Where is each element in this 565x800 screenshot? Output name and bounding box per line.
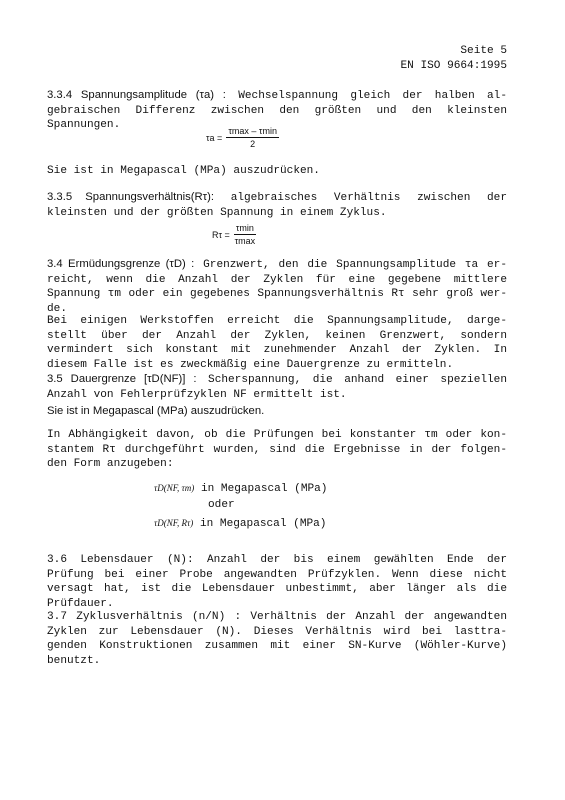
section-3-7: 3.7 Zyklusverhältnis (n/N) : Verhältnis der Anzahl der angewandten Zyklen zur Lebensdauer (N). Dieses Verhältnis wird bei lasttra- genden Konstruktionen zusammen mit einer SN-Kurve (Wöhler-Kurve) benutzt. [47, 611, 507, 667]
paragraph-line: Anzahl von Fehlerprüfzyklen NF ermittelt ist. [47, 388, 347, 401]
unit-note: Sie ist in Megapascal (MPa) auszudrücken. [47, 405, 265, 417]
paragraph-line: kleinsten und der größten Spannung in einem Zyklus. [47, 206, 387, 219]
section-3-6: 3.6 Lebensdauer (N): Anzahl der bis einem gewählten Ende der Prüfung bei einer Probe angewandten Prüfzyklen. Wenn diese nicht versagt hat, ist die Lebensdauer unbestimmt, aber länger als die Prüfdauer. [47, 554, 507, 610]
result-form-oder: oder [208, 499, 235, 511]
formula-ratio: Rτ = $\frac{\tau\min}{\tau\max}$ [212, 223, 256, 246]
page-number: Seite 5 [460, 45, 507, 57]
term-ermuedungsgrenze: 3.4 Ermüdungsgrenze (τD) : [47, 258, 195, 270]
paragraph-line: Spannungen. [47, 119, 121, 132]
term-spannungsamplitude: 3.3.4 Spannungsamplitude (τa) : [47, 89, 226, 101]
formula-denominator: τmax [234, 236, 256, 246]
unit-note: Sie ist in Megapascal (MPa) auszudrücken. [47, 165, 320, 177]
paragraph-werkstoffe: Bei einigen Werkstoffen erreicht die Spannungsamplitude, darge- stellt über der Anzahl der Zyklen, keinen Grenzwert, sondern vermindert sich konstant mit zunehmender Anzahl der Zyklen. In diesem Falle ist es zweckmäßig eine Dauergrenze zu ermitteln. [47, 315, 507, 371]
paragraph-line: de. [47, 302, 67, 315]
result-form-1: τD(NF, τm) in Megapascal (MPa) [154, 483, 328, 495]
paragraph-line: Spannung τm oder ein gegebenes Spannungsverhältnis Rτ sehr groß wer- [47, 288, 507, 301]
section-3-5: 3.5 Dauergrenze [τD(NF)] : Scherspannung, die anhand einer speziellen Anzahl von Fehlerprüfzyklen NF ermittelt ist. [47, 373, 507, 401]
formula-numerator: τmin [235, 223, 254, 233]
formula-amplitude: τa = $\frac{\tau\max - \tau\min}{2}$ [206, 126, 277, 149]
result-form-2: τD(NF, Rτ) in Megapascal (MPa) [154, 518, 327, 530]
paragraph-line: reicht, wenn die Anzahl der Zyklen für eine gegebene mittlere [47, 273, 507, 286]
standard-reference: EN ISO 9664:1995 [400, 59, 507, 72]
definition-text: Wechselspannung gleich der halben al- [238, 90, 507, 102]
term-dauergrenze: 3.5 Dauergrenze [τD(NF)] : [47, 373, 197, 385]
paragraph-abhaengigkeit: In Abhängigkeit davon, ob die Prüfungen bei konstanter τm oder kon- stantem Rτ durchgeführt wurden, sind die Ergebnisse in der folgen- den Form anzugeben: [47, 429, 507, 471]
formula-numerator: τmax – τmin [228, 126, 277, 136]
page-header [400, 44, 507, 73]
section-3-4: 3.4 Ermüdungsgrenze (τD) : Grenzwert, den die Spannungsamplitude τa er- reicht, wenn die Anzahl der Zyklen für eine gegebene mittlere Spannung τm oder ein gegebenes Spannungsverhältnis Rτ sehr groß wer- de. [47, 258, 507, 315]
section-3-3-5: 3.3.5 Spannungsverhältnis(Rτ): algebraisches Verhältnis zwischen der kleinsten und der größten Spannung in einem Zyklus. [47, 191, 507, 219]
term-spannungsverhaeltnis: 3.3.5 Spannungsverhältnis(Rτ): [47, 191, 215, 203]
formula-denominator: 2 [250, 139, 256, 149]
paragraph-line: gebraischen Differenz zwischen den größten und den kleinsten [47, 104, 507, 117]
